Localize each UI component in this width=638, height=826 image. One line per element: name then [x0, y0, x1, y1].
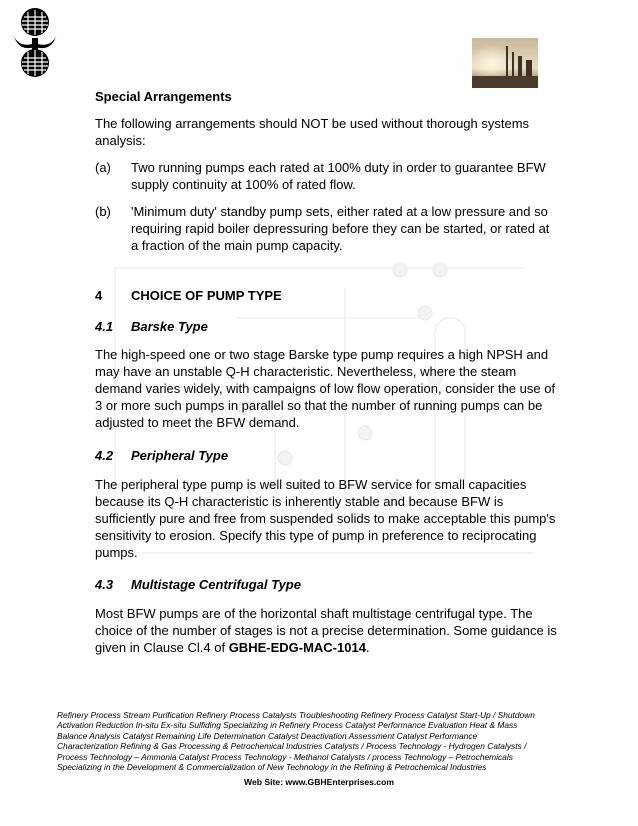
website-link[interactable]: Web Site: www.GBHEnterprises.com [244, 777, 394, 787]
s43-line-3 [95, 639, 370, 656]
footer-line-5: Process Technology – Ammonia Catalyst Process Technology - Methanol Catalysts / process Technology – Petrochemicals [57, 751, 513, 762]
s42-line-3: sufficiently pure and free from suspended solids to make acceptable this pump's [95, 511, 556, 526]
gbh-logo-icon [10, 5, 60, 80]
section-4-2-title: Peripheral Type [131, 448, 229, 463]
s41-line-3: demand varies widely, with campaigns of low flow operation, consider the use of [95, 381, 556, 396]
footer-line-6: Specializing in the Development & Commercialization of New Technology in the Refining & Petrochemical Industries [57, 761, 487, 772]
section-4-2-number: 4.2 [95, 448, 114, 463]
item-b-line-1: 'Minimum duty' standby pump sets, either rated at a low pressure and so [131, 204, 548, 219]
s41-line-4: 3 or more such pumps in parallel so that the number of running pumps can be [95, 398, 543, 413]
footer-line-3: Balance Analysis Catalyst Remaining Life Determination Catalyst Deactivation Assessment Catalyst Performance [57, 730, 478, 741]
item-a-line-2: supply continuity at 100% of rated flow. [131, 177, 356, 192]
s41-line-2: may have an unstable Q-H characteristic. Nevertheless, where the steam [95, 364, 517, 379]
s43-line-3-prefix: given in Clause Cl.4 of [95, 640, 229, 655]
item-a-line-1: Two running pumps each rated at 100% duty in order to guarantee BFW [131, 160, 546, 175]
s43-line-1: Most BFW pumps are of the horizontal shaft multistage centrifugal type. The [95, 606, 533, 621]
footer-line-2: Activation Reduction In-situ Ex-situ Sulfiding Specializing in Refinery Process Catalyst Performance Evaluation Heat & Mass [57, 720, 518, 731]
item-b-line-2: requiring rapid boiler depressuring before they can be started, or rated at [131, 221, 550, 236]
item-a-label: (a) [95, 160, 111, 175]
section-4-3-title: Multistage Centrifugal Type [131, 577, 301, 592]
intro-line-2: analysis: [95, 133, 146, 148]
footer-line-1: Refinery Process Stream Purification Refinery Process Catalysts Troubleshooting Refinery Process Catalyst Start-Up / Shutdown [57, 710, 535, 720]
s42-line-2: because its Q-H characteristic is inherently stable and because BFW is [95, 494, 504, 509]
s43-line-3-suffix: . [365, 640, 370, 655]
refinery-photo [472, 38, 538, 88]
intro-line-1: The following arrangements should NOT be used without thorough systems [95, 116, 530, 131]
item-b-line-3: a fraction of the main pump capacity. [131, 238, 343, 253]
section-4-number: 4 [95, 288, 103, 303]
footer-text [57, 710, 582, 772]
standard-reference: GBHE-EDG-MAC-1014 [228, 640, 366, 655]
section-4-1-title: Barske Type [131, 319, 208, 334]
s42-line-5: pumps. [95, 545, 138, 560]
s41-line-5: adjusted to meet the BFW demand. [95, 415, 300, 430]
section-4-1-number: 4.1 [95, 319, 114, 334]
section-4-title: CHOICE OF PUMP TYPE [131, 288, 282, 303]
special-arrangements-heading: Special Arrangements [95, 89, 232, 104]
s42-line-1: The peripheral type pump is well suited to BFW service for small capacities [95, 477, 527, 492]
s42-line-4: sensitivity to erosion. Specify this type of pump in preference to reciprocating [95, 528, 537, 543]
s43-line-2: choice of the number of stages is not a precise determination. Some guidance is [95, 623, 557, 638]
section-4-3-number: 4.3 [95, 577, 114, 592]
item-b-label: (b) [95, 204, 111, 219]
s41-line-1: The high-speed one or two stage Barske type pump requires a high NPSH and [95, 347, 549, 362]
footer-line-4: Characterization Refining & Gas Processing & Petrochemical Industries Catalysts / Process Technology - Hydrogen Catalysts / [57, 741, 527, 752]
